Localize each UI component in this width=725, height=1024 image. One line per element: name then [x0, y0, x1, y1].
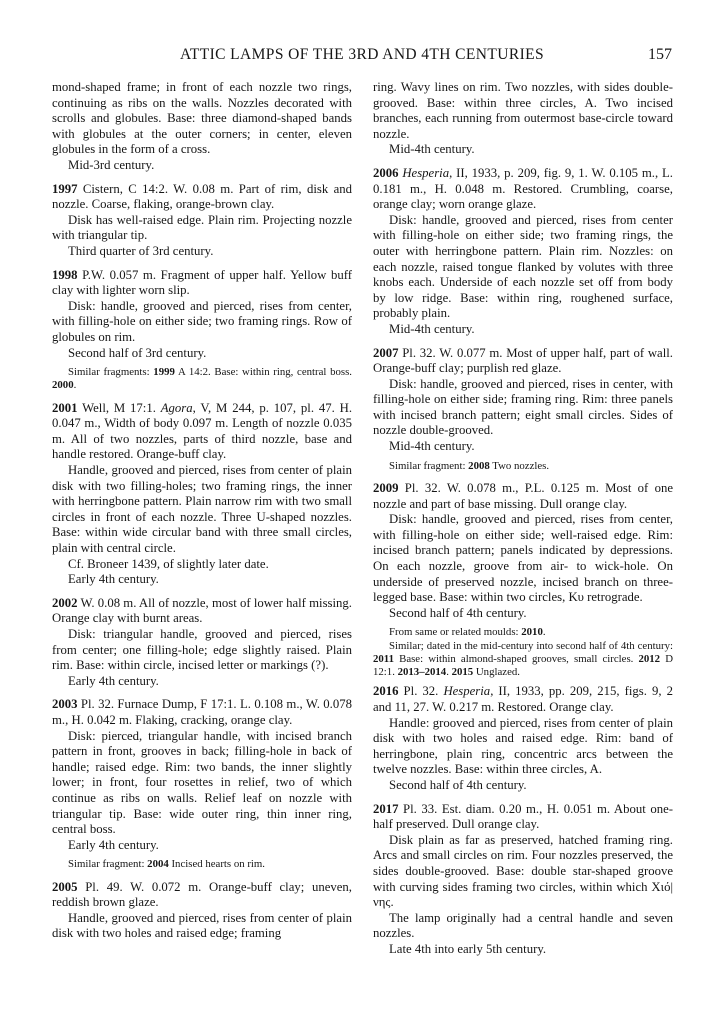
entry-number: 2006	[373, 165, 399, 180]
entry-heading: 2007 Pl. 32. W. 0.077 m. Most of upper half, part of wall. Orange-buff clay; purplish red glaze.	[373, 345, 673, 376]
entry-date: Mid-4th century.	[389, 439, 475, 454]
entry-description: Disk: handle, grooved and pierced, rises from center with filling-hole on either side; two framing rings, the outer with herringbone pattern. Plain rim. Nozzles: on each nozzle, raised tongue flanked by volutes with three knobs each. Underside of each nozzle set off from body by low ridge. Base: within ring, roughened surface, probably plain.	[373, 212, 673, 321]
entry-description: Disk: handle, grooved and pierced, rises in center, with filling-hole on either side; framing ring. Rim: three panels with incised branch pattern; eight small circles. Sides of nozzle double-grooved.	[373, 376, 673, 438]
entry-date: Third quarter of 3rd century.	[68, 243, 214, 258]
entry-description: Disk: handle, grooved and pierced, rises from center, with filling-hole on either side; well-raised edge. Rim: incised branch pattern; panels indicated by depressions. On each nozzle, groove from air- to wick-hole. On underside of preserved nozzle, incised branch on three-legged base. Base: within two circles, Κυ retrograde.	[373, 512, 673, 605]
similar-dated-note: Similar; dated in the mid-century into second half of 4th century: 2011 Base: within almond-shaped grooves, small circles. 2012 D 12:1. 2013–2014. 2015 Unglazed.	[373, 639, 673, 679]
date-line: Mid-3rd century.	[68, 157, 155, 172]
catalogue-entry-1998	[52, 268, 352, 393]
entry-heading: 1997 Cistern, C 14:2. W. 0.08 m. Part of rim, disk and nozzle. Coarse, flaking, orange-brown clay.	[52, 181, 352, 212]
catalogue-entry-2017	[373, 802, 673, 958]
entry-date: Second half of 3rd century.	[68, 345, 207, 360]
catalogue-entry-2009	[373, 481, 673, 680]
entry-heading: 2003 Pl. 32. Furnace Dump, F 17:1. L. 0.108 m., W. 0.078 m., H. 0.042 m. Flaking, cracking, orange clay.	[52, 697, 352, 727]
entry-note: The lamp originally had a central handle and seven nozzles.	[373, 910, 673, 941]
entry-heading: 2009 Pl. 32. W. 0.078 m., P.L. 0.125 m. Most of one nozzle and part of base missing. Dull orange clay.	[373, 480, 673, 511]
catalogue-entry-2001	[52, 401, 352, 588]
entry-number: 2007	[373, 345, 399, 360]
entry-description: Disk has well-raised edge. Plain rim. Projecting nozzle with triangular tip.	[52, 212, 352, 243]
entry-number: 2017	[373, 801, 399, 816]
similar-fragment-note: Similar fragment: 2008 Two nozzles.	[389, 459, 550, 472]
right-column	[373, 80, 673, 958]
catalogue-entry-2007	[373, 346, 673, 473]
catalogue-entry-2002	[52, 596, 352, 690]
entry-description: Disk: pierced, triangular handle, with incised branch pattern in front, grooves in back; filling-hole in back of handle; raised edge. Rim: two bands, the inner slightly lower; in front, four rosettes in relief, two of which continue as ribs on walls. Relief leaf on nozzle with triangular tip. Base: wide outer ring, thin inner ring, central boss.	[52, 728, 352, 837]
running-title: ATTIC LAMPS OF THE 3RD AND 4TH CENTURIES	[179, 46, 545, 63]
entry-description: Disk: handle, grooved and pierced, rises from center, with filling-hole on either side; two framing rings. Row of globules on rim.	[52, 298, 352, 344]
similar-fragment-note: Similar fragment: 2004 Incised hearts on rim.	[68, 858, 266, 871]
entry-date: Early 4th century.	[68, 673, 159, 688]
entry-description: Handle, grooved and pierced, rises from center of plain disk with two holes and raised edge; framing	[52, 910, 352, 941]
entry-heading: 2002 W. 0.08 m. All of nozzle, most of lower half missing. Orange clay with burnt areas.	[52, 595, 352, 626]
date-line: Mid-4th century.	[389, 142, 475, 157]
entry-heading: 2016 Pl. 32. Hesperia, II, 1933, pp. 209, 215, figs. 9, 2 and 11, 27. W. 0.217 m. Restored. Orange clay.	[373, 684, 673, 715]
entry-date: Second half of 4th century.	[389, 778, 527, 793]
entry-description: Disk plain as far as preserved, hatched framing ring. Arcs and small circles on rim. Four nozzles preserved, the sides double-grooved. Base: double star-shaped groove with curving sides framing two circles, within which Χιό|νης.	[373, 832, 673, 910]
entry-number: 2005	[52, 879, 78, 894]
catalogue-entry-1997	[52, 182, 352, 260]
related-moulds-note: From same or related moulds: 2010.	[389, 626, 546, 639]
similar-fragments-note: Similar fragments: 1999 A 14:2. Base: within ring, central boss. 2000.	[52, 366, 352, 392]
entry-heading: 1998 P.W. 0.057 m. Fragment of upper half. Yellow buff clay with lighter worn slip.	[52, 267, 352, 298]
catalogue-entry-2005	[52, 880, 352, 942]
entry-number: 2016	[373, 684, 399, 699]
entry-date: Mid-4th century.	[389, 321, 475, 336]
continued-paragraph: ring. Wavy lines on rim. Two nozzles, with sides double-grooved. Base: within three circles, A. Two incised branches, each running from outermost base-circle toward nozzle.	[373, 80, 673, 141]
entry-description: Handle: grooved and pierced, rises from center of plain disk with two holes and raised edge. Rim: band of herringbone, plain ring, concentric arcs between the twelve nozzles. Base: within three circles, A.	[373, 715, 673, 777]
entry-heading: 2001 Well, M 17:1. Agora, V, M 244, p. 107, pl. 47. H. 0.047 m., Width of body 0.097 m. Length of nozzle 0.035 m. All of two nozzles, parts of third nozzle, base and handle restored. Orange-buff clay.	[52, 400, 353, 462]
entry-description: Handle, grooved and pierced, rises from center of plain disk with two filling-holes; two framing rings, the inner with herringbone pattern. Plain narrow rim with two small circles in front of each nozzle. Three U-shaped nozzles. Base: within wide circular band with three small circles, plain with central circle.	[52, 463, 352, 556]
entry-description: Disk: triangular handle, grooved and pierced, rises from center; one filling-hole; edge slightly raised. Plain rim. Base: within circle, incised letter or markings (?).	[52, 627, 352, 673]
entry-date: Early 4th century.	[68, 572, 159, 587]
continued-paragraph: mond-shaped frame; in front of each nozzle two rings, continuing as ribs on the walls. Nozzles decorated with scrolls and globules. Base: three diamond-shaped bands with globules at the outer corners; in center, eleven globules in the form of a cross.	[52, 80, 352, 157]
entry-date: Early 4th century.	[68, 837, 159, 852]
entry-heading: 2017 Pl. 33. Est. diam. 0.20 m., H. 0.051 m. About one-half preserved. Dull orange clay.	[373, 801, 673, 832]
entry-heading: 2006 Hesperia, II, 1933, p. 209, fig. 9, 1. W. 0.105 m., L. 0.181 m., H. 0.048 m. Restored. Crumbling, coarse, orange clay; worn orange glaze.	[373, 165, 673, 212]
entry-date: Second half of 4th century.	[389, 605, 527, 620]
catalogue-entry-2006	[373, 166, 673, 338]
left-column	[52, 80, 352, 942]
entry-number: 1997	[52, 181, 78, 196]
entry-date: Late 4th into early 5th century.	[389, 941, 547, 956]
entry-number: 2001	[52, 400, 78, 415]
entry-number: 2003	[52, 697, 78, 712]
entry-heading: 2005 Pl. 49. W. 0.072 m. Orange-buff clay; uneven, reddish brown glaze.	[52, 879, 352, 910]
entry-number: 2002	[52, 595, 78, 610]
running-header	[52, 46, 672, 68]
catalogue-entry-2016	[373, 684, 673, 793]
catalogue-entry-2003	[52, 697, 352, 871]
entry-number: 1998	[52, 267, 78, 282]
page-number: 157	[648, 46, 672, 63]
entry-number: 2009	[373, 480, 399, 495]
entry-reference: Cf. Broneer 1439, of slightly later date.	[68, 556, 269, 571]
